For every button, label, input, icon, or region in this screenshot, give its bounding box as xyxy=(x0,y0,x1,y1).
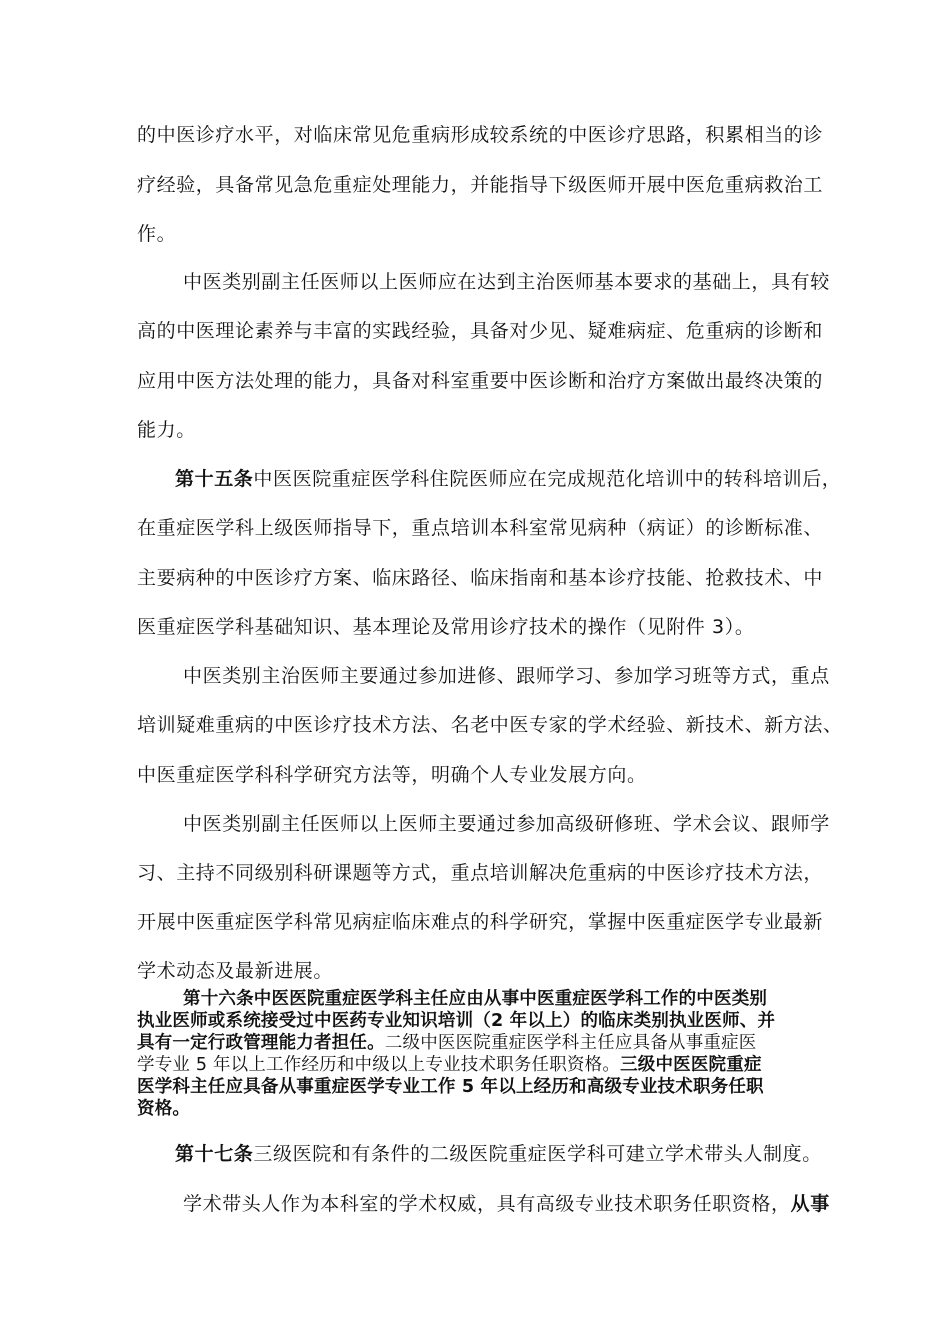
paragraph-text: 中医医院重症医学科住院医师应在完成规范化培训中的转科培训后， xyxy=(253,468,842,490)
paragraph-line: 医重症医学科基础知识、基本理论及常用诊疗技术的操作（见附件 3）。 xyxy=(137,616,755,638)
paragraph-line: 应用中医方法处理的能力，具备对科室重要中医诊断和治疗方案做出最终决策的 xyxy=(137,370,824,392)
paragraph-line xyxy=(137,1099,817,1120)
paragraph-line: 开展中医重症医学科常见病症临床难点的科学研究，掌握中医重症医学专业最新 xyxy=(137,911,824,933)
paragraph-line: 能力。 xyxy=(137,419,196,441)
paragraph-line xyxy=(137,1077,817,1098)
paragraph-line: 的中医诊疗水平，对临床常见危重病形成较系统的中医诊疗思路，积累相当的诊 xyxy=(137,124,824,146)
paragraph-text: 三级医院和有条件的二级医院重症医学科可建立学术带头人制度。 xyxy=(253,1143,822,1165)
paragraph-line: 高的中医理论素养与丰富的实践经验，具备对少见、疑难病症、危重病的诊断和 xyxy=(137,320,824,342)
paragraph-line xyxy=(183,989,817,1010)
paragraph-line: 培训疑难重病的中医诊疗技术方法、名老中医专家的学术经验、新技术、新方法、 xyxy=(137,714,843,736)
paragraph-text: 学术带头人作为本科室的学术权威，具有高级专业技术职务任职资格， xyxy=(183,1193,791,1215)
article-15-first-line xyxy=(175,466,842,492)
paragraph-line: 中医重症医学科科学研究方法等，明确个人专业发展方向。 xyxy=(137,764,647,786)
paragraph-line: 中医类别副主任医师以上医师应在达到主治医师基本要求的基础上，具有较 xyxy=(183,271,830,293)
paragraph-line: 中医类别主治医师主要通过参加进修、跟师学习、参加学习班等方式，重点 xyxy=(183,665,830,687)
paragraph-line: 中医类别副主任医师以上医师主要通过参加高级研修班、学术会议、跟师学 xyxy=(183,813,830,835)
paragraph-text: 学专业 5 年以上工作经历和中级以上专业技术职务任职资格。 xyxy=(137,1055,621,1075)
article-15-heading: 第十五条 xyxy=(175,468,254,490)
article-17-line xyxy=(175,1141,822,1167)
paragraph-line xyxy=(137,1011,817,1032)
article-16-bold-text: 第十六条中医医院重症医学科主任应由从事中医重症医学科工作的中医类别 xyxy=(183,989,768,1009)
paragraph-line: 作。 xyxy=(137,223,177,245)
paragraph-line: 学术动态及最新进展。 xyxy=(137,960,334,982)
paragraph-line xyxy=(183,1191,830,1217)
paragraph-line: 主要病种的中医诊疗方案、临床路径、临床指南和基本诊疗技能、抢救技术、中 xyxy=(137,567,824,589)
article-16-bold-text: 三级中医医院重症 xyxy=(620,1055,762,1075)
article-16-bold-text: 医学科主任应具备从事重症医学专业工作 5 年以上经历和高级专业技术职务任职 xyxy=(137,1077,764,1097)
paragraph-line xyxy=(137,1055,817,1076)
article-16-bold-text: 具有一定行政管理能力者担任。 xyxy=(137,1033,385,1053)
paragraph-bold-text: 从事 xyxy=(790,1193,830,1215)
article-16-bold-text: 资格。 xyxy=(137,1099,191,1119)
paragraph-line: 疗经验，具备常见急危重症处理能力，并能指导下级医师开展中医危重病救治工 xyxy=(137,174,824,196)
article-17-heading: 第十七条 xyxy=(175,1143,254,1165)
paragraph-line: 习、主持不同级别科研课题等方式，重点培训解决危重病的中医诊疗技术方法， xyxy=(137,862,824,884)
article-16-bold-text: 执业医师或系统接受过中医药专业知识培训（2 年以上）的临床类别执业医师、并 xyxy=(137,1011,776,1031)
paragraph-line xyxy=(137,1033,817,1054)
paragraph-line: 在重症医学科上级医师指导下，重点培训本科室常见病种（病证）的诊断标准、 xyxy=(137,517,824,539)
paragraph-text: 二级中医医院重症医学科主任应具备从事重症医 xyxy=(384,1033,757,1053)
